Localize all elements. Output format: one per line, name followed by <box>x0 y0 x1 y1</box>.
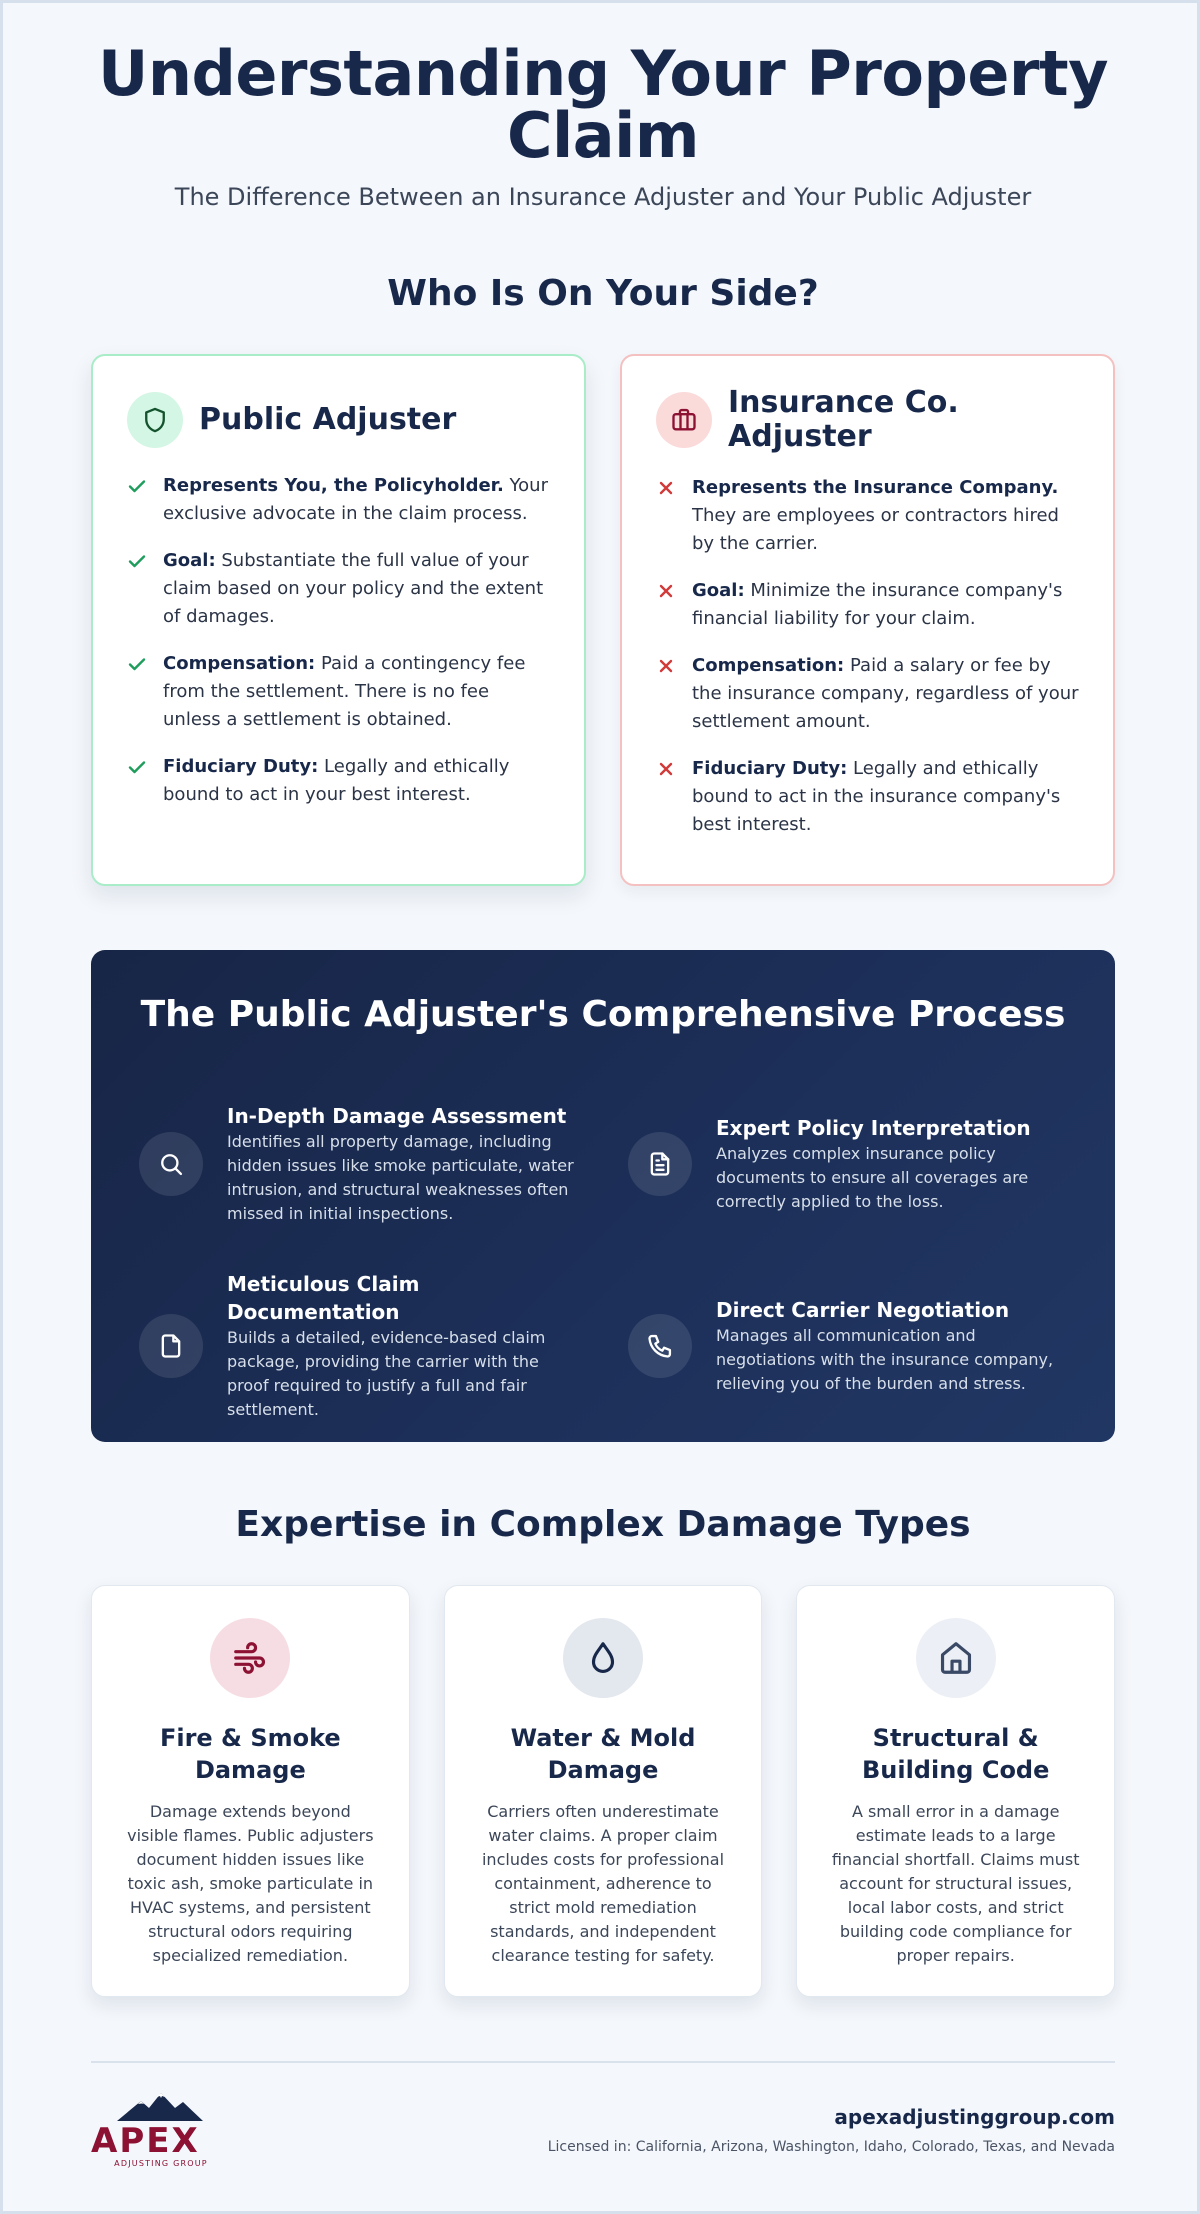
list-item <box>656 755 1079 839</box>
check-icon <box>127 547 149 631</box>
insurance-adjuster-list <box>656 474 1079 839</box>
damage-card-desc: Carriers often underestimate water claims. A proper claim includes costs for professional containment, adherence to strict mold remediation standards, and independent clearance testing for safety. <box>481 1802 725 1965</box>
comparison-title: Who Is On Your Side? <box>387 273 819 314</box>
damage-card-title: Water & Mold Damage <box>510 1724 696 1784</box>
damage-card-title: Fire & Smoke Damage <box>159 1724 341 1784</box>
list-item <box>127 547 550 631</box>
damage-card-structural <box>796 1585 1115 1997</box>
file-icon <box>139 1314 203 1378</box>
search-icon <box>139 1132 203 1196</box>
public-adjuster-header <box>127 388 550 452</box>
list-item-text: Goal: Minimize the insurance company's financial liability for your claim. <box>692 580 1063 629</box>
website-link[interactable]: apexadjustinggroup.com <box>834 2104 1115 2129</box>
insurance-adjuster-card <box>620 354 1115 886</box>
x-icon <box>656 755 678 839</box>
license-text: Licensed in: California, Arizona, Washington, Idaho, Colorado, Texas, and Nevada <box>547 2138 1115 2155</box>
x-icon <box>656 577 678 633</box>
process-item <box>628 1255 1067 1437</box>
page-title: Understanding Your Property Claim <box>97 37 1108 172</box>
mountain-logo-icon <box>91 2091 231 2121</box>
list-item-text: Goal: Substantiate the full value of your claim based on your policy and the extent of damages. <box>163 550 544 627</box>
process-item <box>139 1255 578 1437</box>
list-item <box>127 472 550 528</box>
process-item-title: In-Depth Damage Assessment <box>227 1104 567 1128</box>
home-icon <box>916 1618 996 1698</box>
apex-logo <box>91 2091 231 2168</box>
check-icon <box>127 753 149 809</box>
comparison-cards <box>91 354 1115 886</box>
check-icon <box>127 650 149 734</box>
droplet-icon <box>563 1618 643 1698</box>
document-text-icon <box>628 1132 692 1196</box>
process-item-title: Expert Policy Interpretation <box>716 1116 1031 1140</box>
process-item-desc: Manages all communication and negotiations with the insurance company, relieving you of the burden and stress. <box>716 1326 1054 1393</box>
list-item-text: Compensation: Paid a contingency fee from the settlement. There is no fee unless a settlement is obtained. <box>163 653 526 730</box>
list-item-text: Represents You, the Policyholder. Your exclusive advocate in the claim process. <box>163 475 548 524</box>
process-grid <box>139 1073 1067 1437</box>
page-subtitle: The Difference Between an Insurance Adjuster and Your Public Adjuster <box>174 183 1032 211</box>
list-item <box>656 652 1079 736</box>
x-icon <box>656 652 678 736</box>
insurance-adjuster-header <box>656 385 1079 454</box>
page <box>3 37 1200 2168</box>
insurance-adjuster-title: Insurance Co. Adjuster <box>728 385 959 454</box>
process-item-desc: Builds a detailed, evidence-based claim package, providing the carrier with the proof required to justify a full and fair settlement. <box>227 1328 546 1419</box>
damage-card-desc: A small error in a damage estimate leads to a large financial shortfall. Claims must account for structural issues, local labor costs, and strict building code compliance for proper repairs. <box>831 1802 1080 1965</box>
check-icon <box>127 472 149 528</box>
x-icon <box>656 474 678 558</box>
process-item-title: Direct Carrier Negotiation <box>716 1298 1010 1322</box>
expertise-title: Expertise in Complex Damage Types <box>235 1504 971 1545</box>
damage-card-desc: Damage extends beyond visible flames. Public adjusters document hidden issues like toxic ash, smoke particulate in HVAC systems, and persistent structural odors requiring specialized remediation. <box>127 1802 374 1965</box>
briefcase-icon <box>656 392 712 448</box>
shield-icon <box>127 392 183 448</box>
process-item <box>139 1073 578 1255</box>
process-panel <box>91 950 1115 1442</box>
logo-subtitle: ADJUSTING GROUP <box>114 2159 208 2168</box>
process-item <box>628 1073 1067 1255</box>
damage-cards <box>91 1585 1115 1997</box>
list-item <box>656 474 1079 558</box>
process-item-desc: Analyzes complex insurance policy documents to ensure all coverages are correctly applied to the loss. <box>716 1144 1029 1211</box>
footer <box>91 2091 1115 2168</box>
footer-divider <box>91 2061 1115 2063</box>
list-item <box>127 753 550 809</box>
public-adjuster-card <box>91 354 586 886</box>
damage-card-fire <box>91 1585 410 1997</box>
phone-icon <box>628 1314 692 1378</box>
process-title: The Public Adjuster's Comprehensive Process <box>140 994 1066 1035</box>
footer-info <box>548 2105 1115 2155</box>
logo-wordmark: APEX <box>91 2121 200 2161</box>
public-adjuster-list <box>127 472 550 809</box>
process-item-desc: Identifies all property damage, including hidden issues like smoke particulate, water intrusion, and structural weaknesses often missed in initial inspections. <box>227 1132 574 1223</box>
damage-card-title: Structural & Building Code <box>861 1724 1050 1784</box>
list-item <box>656 577 1079 633</box>
process-item-title: Meticulous Claim Documentation <box>227 1272 420 1324</box>
list-item-text: Fiduciary Duty: Legally and ethically bound to act in the insurance company's best interest. <box>692 758 1061 835</box>
list-item <box>127 650 550 734</box>
list-item-text: Represents the Insurance Company. They are employees or contractors hired by the carrier. <box>692 477 1059 554</box>
list-item-text: Compensation: Paid a salary or fee by the insurance company, regardless of your settlement amount. <box>692 655 1079 732</box>
damage-card-water <box>444 1585 763 1997</box>
list-item-text: Fiduciary Duty: Legally and ethically bound to act in your best interest. <box>163 756 510 805</box>
public-adjuster-title: Public Adjuster <box>199 402 457 437</box>
wind-icon <box>210 1618 290 1698</box>
